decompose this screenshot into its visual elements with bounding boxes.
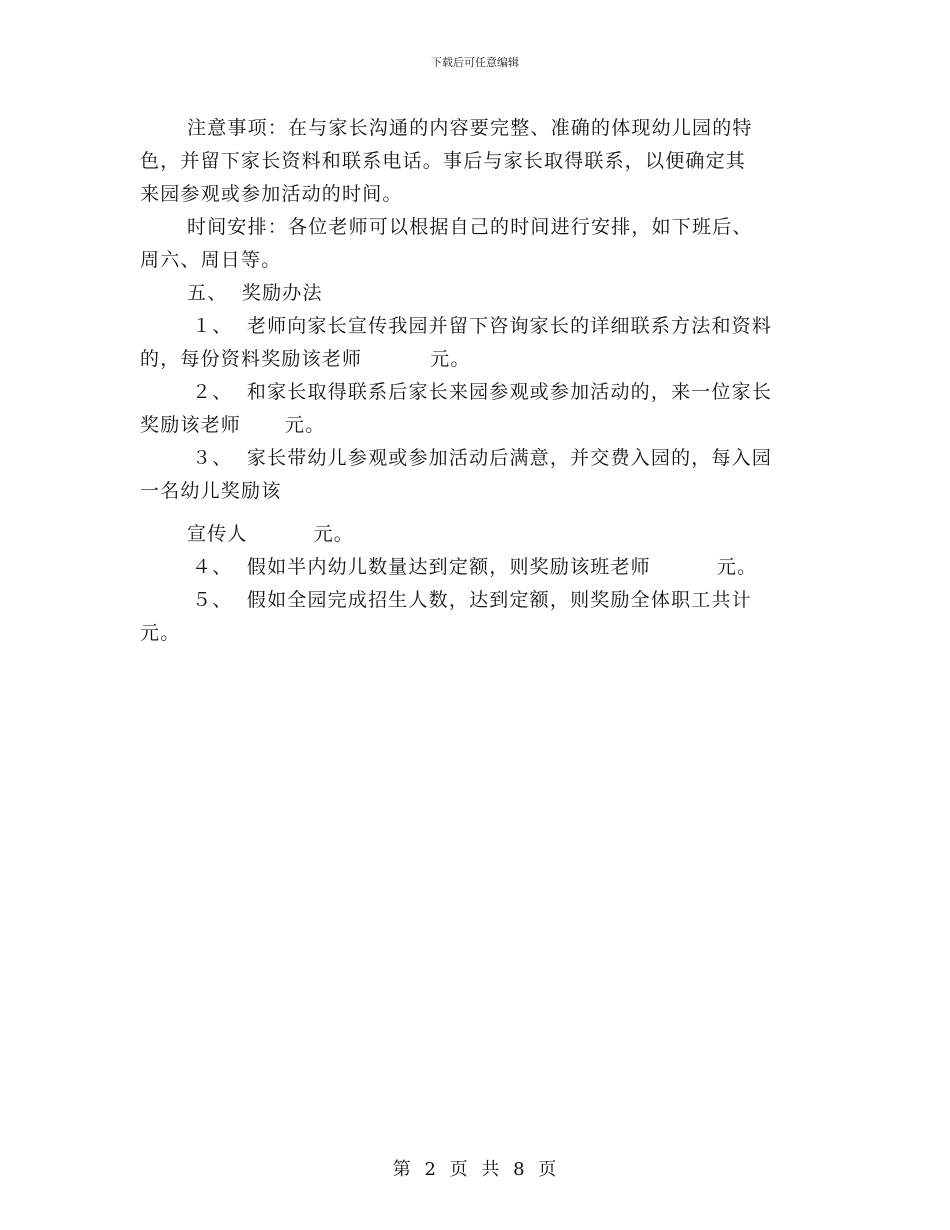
list-item-line [140,551,810,584]
list-item-text: ４、 假如半内幼儿数量达到定额，则奖励该班老师 [192,556,651,578]
paragraph-line: 注意事项：在与家长沟通的内容要完整、准确的体现幼儿园的特 [187,117,753,139]
footer-label: 页 [449,1159,469,1180]
list-item-line: ３、 家长带幼儿参观或参加活动后满意，并交费入园的，每入园 [192,447,773,469]
footer-label: 页 [538,1159,558,1180]
list-item-text: 奖励该老师 [140,414,242,436]
list-item-text: 元。 [430,348,471,370]
list-item-text: 元。 [716,556,758,578]
list-item-text: 元。 [313,523,355,545]
paragraph-line: 周六、周日等。 [140,249,282,271]
paragraph-line: 色，并留下家长资料和联系电话。事后与家长取得联系，以便确定其 [140,150,747,172]
list-item-text: 的，每份资料奖励该老师 [140,348,363,370]
list-item-line [140,409,810,442]
footer-label: 第 [392,1159,412,1180]
current-page-number: 2 [424,1159,437,1180]
page-header: 下载后可任意编辑 [431,56,519,69]
list-item-line [140,518,810,551]
list-item-line: 元。 [140,622,181,644]
list-item-text: 宣传人 [187,523,248,545]
footer-label: 共 [481,1159,501,1180]
list-item-line: ５、 假如全园完成招生人数，达到定额，则奖励全体职工共计 [192,589,752,611]
page-footer [0,1155,950,1181]
list-item-line: 一名幼儿奖励该 [140,480,282,502]
list-item-text: 元。 [285,414,326,436]
section-heading: 五、 奖励办法 [187,282,323,304]
total-pages-number: 8 [513,1159,526,1180]
list-item-line: １、 老师向家长宣传我园并留下咨询家长的详细联系方法和资料 [192,315,773,337]
document-body [140,112,810,650]
list-item-line: ２、 和家长取得联系后家长来园参观或参加活动的，来一位家长 [192,381,773,403]
paragraph-line: 来园参观或参加活动的时间。 [140,183,403,205]
list-item-line [140,343,810,376]
paragraph-line: 时间安排：各位老师可以根据自己的时间进行安排，如下班后、 [187,216,753,238]
